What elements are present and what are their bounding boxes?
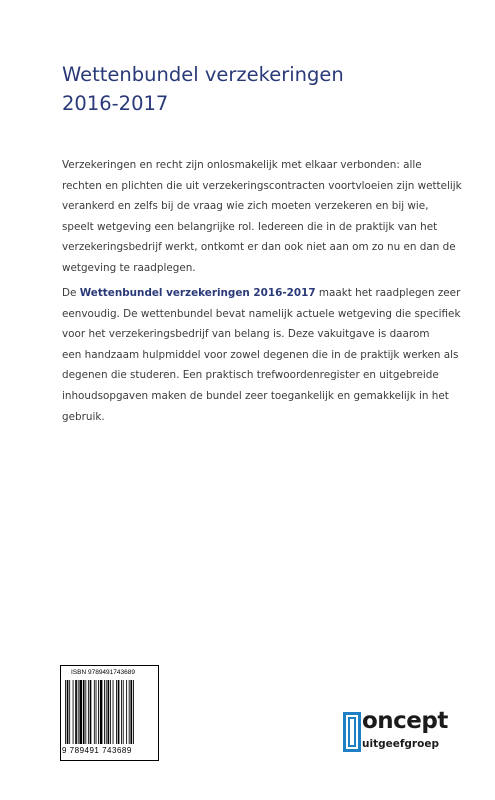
barcode-bar [73, 680, 74, 744]
text-suffix: maakt het raadplegen zeer [315, 287, 461, 299]
barcode-bar [88, 680, 89, 744]
publisher-name: oncept [362, 708, 448, 734]
barcode-bar [123, 680, 124, 744]
barcode-bars [64, 680, 157, 746]
text-line: speelt wetgeving een belangrijke rol. Iedereen die in de praktijk van het [62, 220, 438, 233]
barcode-bar [100, 680, 103, 744]
barcode-bar [90, 680, 92, 744]
barcode-bar [94, 680, 95, 744]
barcode-bar [96, 680, 97, 744]
barcode-bar [65, 680, 66, 744]
barcode-bar [133, 680, 134, 744]
text-line: rechten en plichten die uit verzekeringscontracten voortvloeien zijn wettelijk [62, 179, 462, 192]
publisher-tagline: uitgeefgroep [362, 738, 439, 750]
barcode-bar [113, 680, 114, 744]
barcode-bar [67, 680, 69, 744]
isbn-barcode [60, 665, 159, 761]
barcode-bar [126, 680, 127, 744]
concept-c-icon [343, 712, 361, 752]
text-line: gebruik. [62, 410, 105, 423]
publisher-logo [343, 708, 453, 762]
text-line: eenvoudig. De wettenbundel bevat namelijk actuele wetgeving die specifiek [62, 307, 461, 320]
text-line: voor het verzekeringsbedrijf van belang is. Deze vakuitgave is daarom [62, 328, 430, 341]
text-line: inhoudsopgaven maken de bundel zeer toegankelijk en gemakkelijk in het [62, 389, 449, 402]
text-line [62, 283, 460, 304]
barcode-bar [98, 680, 99, 744]
text-line: Verzekeringen en recht zijn onlosmakelijk met elkaar verbonden: alle [62, 159, 422, 171]
barcode-bar [85, 680, 86, 744]
barcode-digits: 9 789491 743689 [62, 746, 132, 755]
barcode-bar [108, 680, 110, 744]
barcode-bar [106, 680, 107, 744]
book-title [62, 60, 344, 118]
description-paragraph-2 [62, 283, 460, 427]
barcode-bar [104, 680, 105, 744]
text-line: verankerd en zelfs bij de vraag wie zich moeten verzekeren en bij wie, [62, 200, 429, 213]
text-prefix: De [62, 287, 80, 299]
text-line: verzekeringsbedrijf werkt, ontkomt er dan ook niet aan om zo nu en dan de [62, 241, 456, 254]
text-line: wetgeving te raadplegen. [62, 261, 196, 274]
barcode-bar [110, 680, 111, 744]
text-line: degenen die studeren. Een praktisch trefwoordenregister en uitgebreide [62, 369, 439, 382]
barcode-bar [75, 680, 77, 744]
description-paragraph-1 [62, 155, 462, 279]
barcode-bar [116, 680, 117, 744]
barcode-bar [69, 680, 70, 744]
barcode-bar [121, 680, 122, 744]
book-title-emphasis: Wettenbundel verzekeringen 2016-2017 [79, 287, 316, 299]
isbn-label: ISBN 9789491743689 [71, 669, 135, 676]
book-title-line-2: 2016-2017 [62, 92, 169, 115]
barcode-bar [118, 680, 120, 744]
barcode-bar [83, 680, 85, 744]
book-title-line-1: Wettenbundel verzekeringen [62, 63, 344, 86]
text-line: een handzaam hulpmiddel voor zowel degenen die in de praktijk werken als [62, 348, 459, 361]
barcode-bar [78, 680, 79, 744]
barcode-bar [130, 680, 132, 744]
barcode-bar [79, 680, 82, 744]
barcode-bar [129, 680, 130, 744]
